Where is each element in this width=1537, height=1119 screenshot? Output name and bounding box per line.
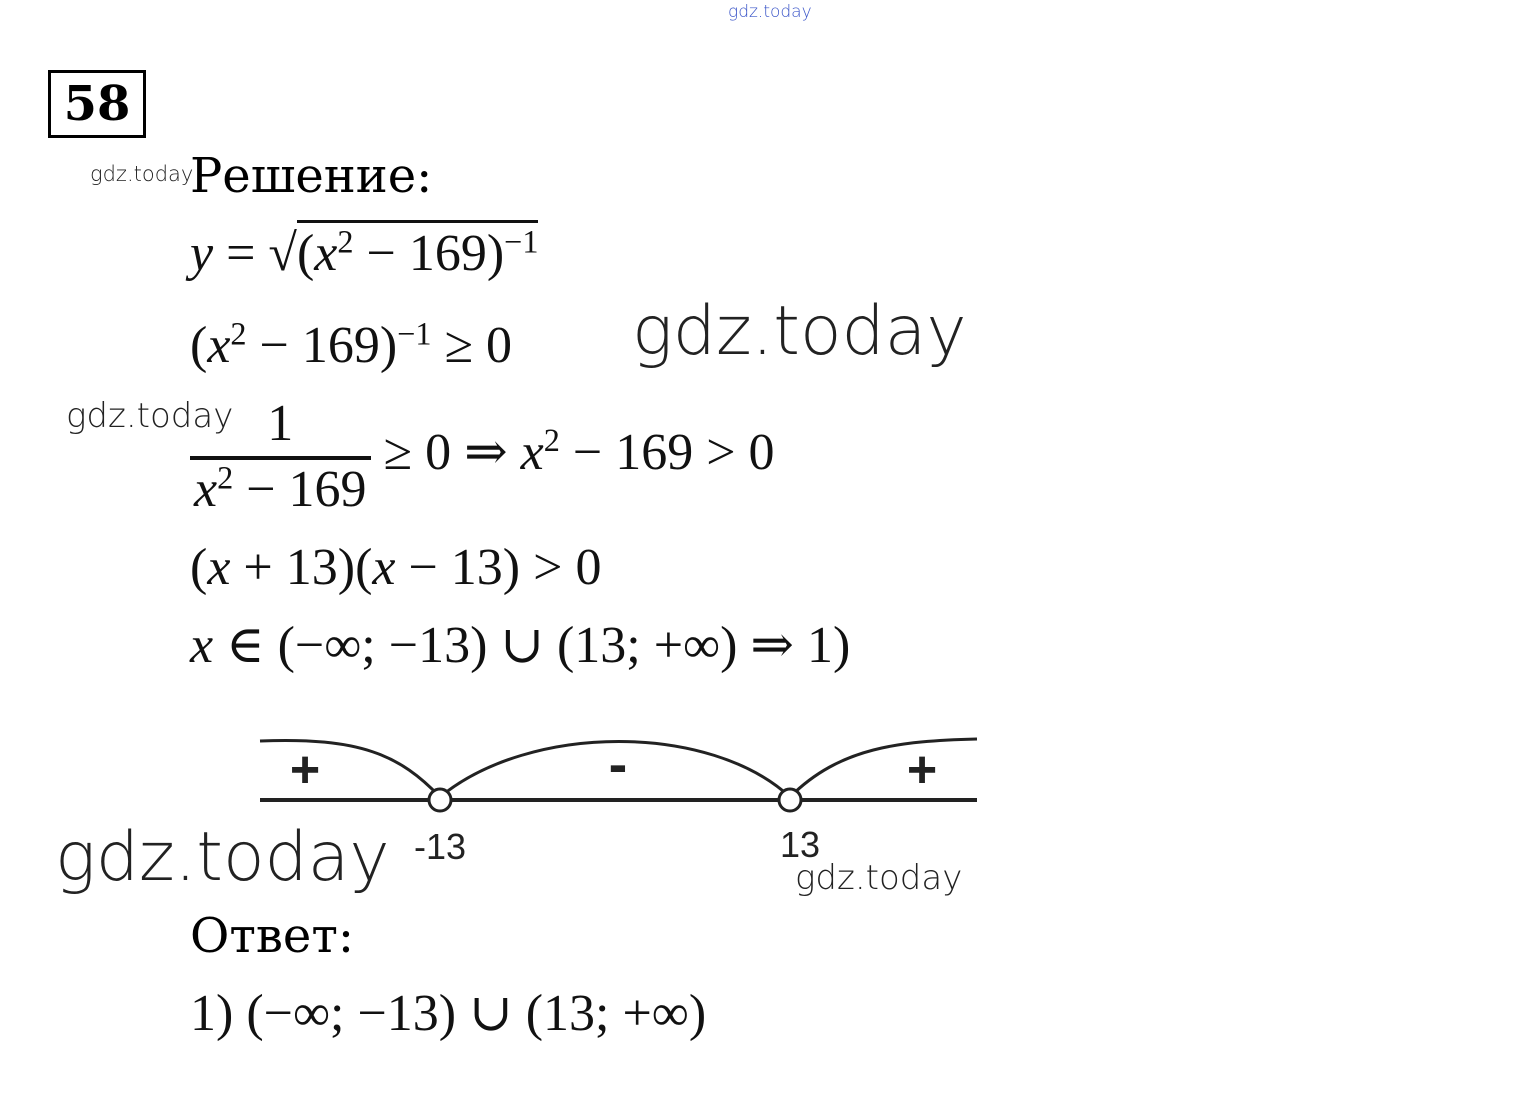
point-minus-13: [429, 789, 451, 811]
fraction: [190, 395, 371, 518]
math-line-factored: (x + 13)(x − 13) > 0: [190, 539, 602, 596]
sqrt-radicand: $(x^2 - 169)^{-1}$: [297, 220, 539, 282]
label-13: 13: [779, 824, 821, 865]
sign-middle: -: [608, 732, 628, 795]
point-13: [779, 789, 801, 811]
math-line-fraction: $\frac{1}{x^2 - 169}$ ≥ 0 ⇒ $x^2 - 169 > 0$: [190, 398, 775, 516]
problem-number: 58: [63, 76, 131, 132]
var-y: y: [190, 225, 214, 282]
fraction-denominator: $x^2 - 169$: [190, 456, 371, 516]
equals-sqrt: = √: [213, 225, 297, 282]
sign-left: +: [289, 741, 321, 799]
sign-right: +: [906, 741, 938, 799]
watermark-large-right: gdz.today: [632, 292, 967, 371]
answer-label: Ответ:: [190, 908, 355, 964]
problem-number-box: [48, 70, 146, 138]
watermark-mid-left: gdz.today: [66, 396, 234, 436]
number-line-diagram: [250, 725, 990, 865]
sign-arc-right: [790, 739, 977, 797]
watermark-small-right: gdz.today: [795, 858, 963, 898]
math-line-function: [190, 223, 539, 282]
label-minus-13: -13: [413, 826, 467, 865]
solution-label: Решение:: [190, 148, 433, 204]
watermark-large-left: gdz.today: [55, 818, 390, 897]
answer-text: 1) (−∞; −13) ∪ (13; +∞): [190, 985, 707, 1042]
watermark-top: gdz.today: [728, 2, 812, 22]
fraction-numerator: 1: [267, 395, 294, 452]
watermark-small-left: gdz.today: [90, 162, 194, 186]
math-line-condition: $(x^2 - 169)^{-1} \ge 0$: [190, 315, 513, 374]
sign-arc-left: [260, 740, 440, 797]
math-line-solution-set: x ∈ (−∞; −13) ∪ (13; +∞) ⇒ 1): [190, 617, 851, 674]
